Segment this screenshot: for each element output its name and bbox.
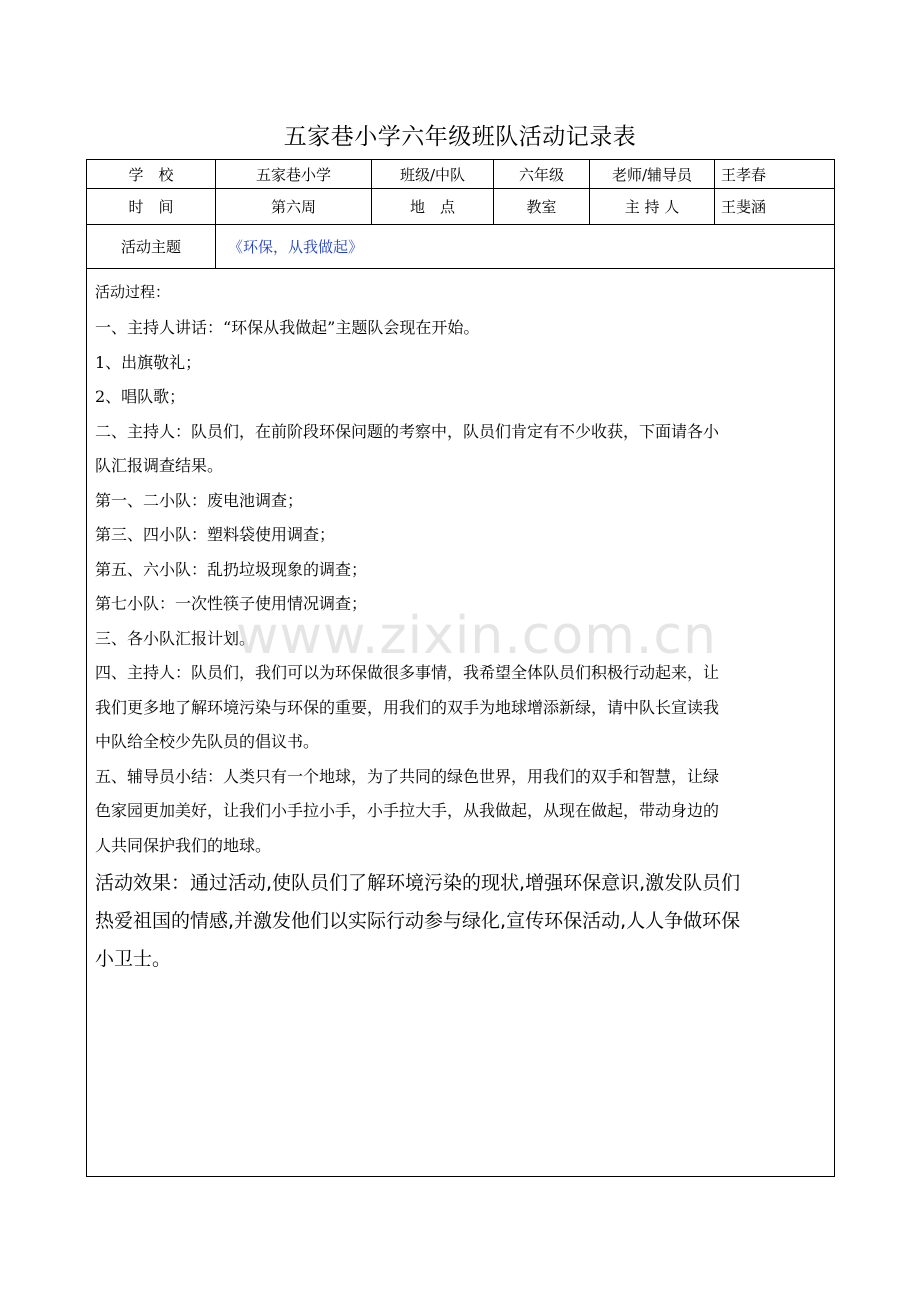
school-value: 五家巷小学 bbox=[216, 160, 372, 189]
process-line: 四、主持人：队员们，我们可以为环保做很多事情，我希望全体队员们积极行动起来，让 bbox=[95, 663, 720, 682]
time-label: 时 间 bbox=[87, 189, 216, 225]
theme-label: 活动主题 bbox=[87, 225, 216, 269]
host-label: 主 持 人 bbox=[590, 189, 715, 225]
process-line: 2、唱队歌； bbox=[95, 387, 186, 406]
process-line: 1、出旗敬礼； bbox=[95, 352, 202, 372]
process-heading: 活动过程： bbox=[95, 283, 171, 301]
class-label: 班级/中队 bbox=[372, 160, 494, 189]
class-value: 六年级 bbox=[494, 160, 590, 189]
effect-line: 小卫士。 bbox=[95, 948, 172, 970]
process-line: 五、辅导员小结：人类只有一个地球，为了共同的绿色世界，用我们的双手和智慧，让绿 bbox=[95, 766, 720, 786]
effect-line: 活动效果：通过活动,使队员们了解环境污染的现状,增强环保意识,激发队员们 bbox=[95, 872, 741, 894]
process-cell bbox=[87, 269, 835, 1177]
process-line: 第三、四小队：塑料袋使用调查； bbox=[95, 525, 336, 544]
record-table bbox=[86, 159, 835, 1177]
process-line: 第一、二小队：废电池调查； bbox=[95, 490, 304, 510]
teacher-label: 老师/辅导员 bbox=[590, 160, 715, 189]
info-row-time bbox=[87, 189, 835, 225]
process-line: 人共同保护我们的地球。 bbox=[95, 835, 272, 855]
school-label: 学 校 bbox=[87, 160, 216, 189]
teacher-value: 王孝春 bbox=[715, 160, 835, 189]
page-title: 五家巷小学六年级班队活动记录表 bbox=[283, 124, 637, 150]
process-line: 三、各小队汇报计划。 bbox=[95, 628, 256, 648]
place-value: 教室 bbox=[494, 189, 590, 225]
place-label: 地 点 bbox=[372, 189, 494, 225]
process-list bbox=[95, 311, 826, 863]
process-line: 第五、六小队：乱扔垃圾现象的调查； bbox=[95, 559, 368, 579]
process-line: 二、主持人：队员们，在前阶段环保问题的考察中，队员们肯定有不少收获，下面请各小 bbox=[95, 421, 720, 441]
effect-line: 热爱祖国的情感,并激发他们以实际行动参与绿化,宣传环保活动,人人争做环保 bbox=[95, 910, 741, 932]
theme-value: 《环保，从我做起》 bbox=[216, 225, 835, 269]
info-row-school bbox=[87, 160, 835, 189]
process-row bbox=[87, 269, 835, 1177]
process-line: 队汇报调查结果。 bbox=[95, 456, 224, 475]
time-value: 第六周 bbox=[216, 189, 372, 225]
process-line: 我们更多地了解环境污染与环保的重要，用我们的双手为地球增添新绿，请中队长宣读我 bbox=[95, 697, 720, 717]
process-line: 一、主持人讲话：“环保从我做起”主题队会现在开始。 bbox=[95, 318, 480, 337]
process-line: 中队给全校少先队员的倡议书。 bbox=[95, 732, 320, 751]
process-line: 色家园更加美好，让我们小手拉小手，小手拉大手，从我做起，从现在做起，带动身边的 bbox=[95, 801, 720, 820]
watermark: www.zixin.com.cn bbox=[236, 606, 717, 666]
host-value: 王斐涵 bbox=[715, 189, 835, 225]
process-line: 第七小队：一次性筷子使用情况调查； bbox=[95, 594, 368, 613]
info-row-theme bbox=[87, 225, 835, 269]
effect-block bbox=[95, 865, 826, 977]
